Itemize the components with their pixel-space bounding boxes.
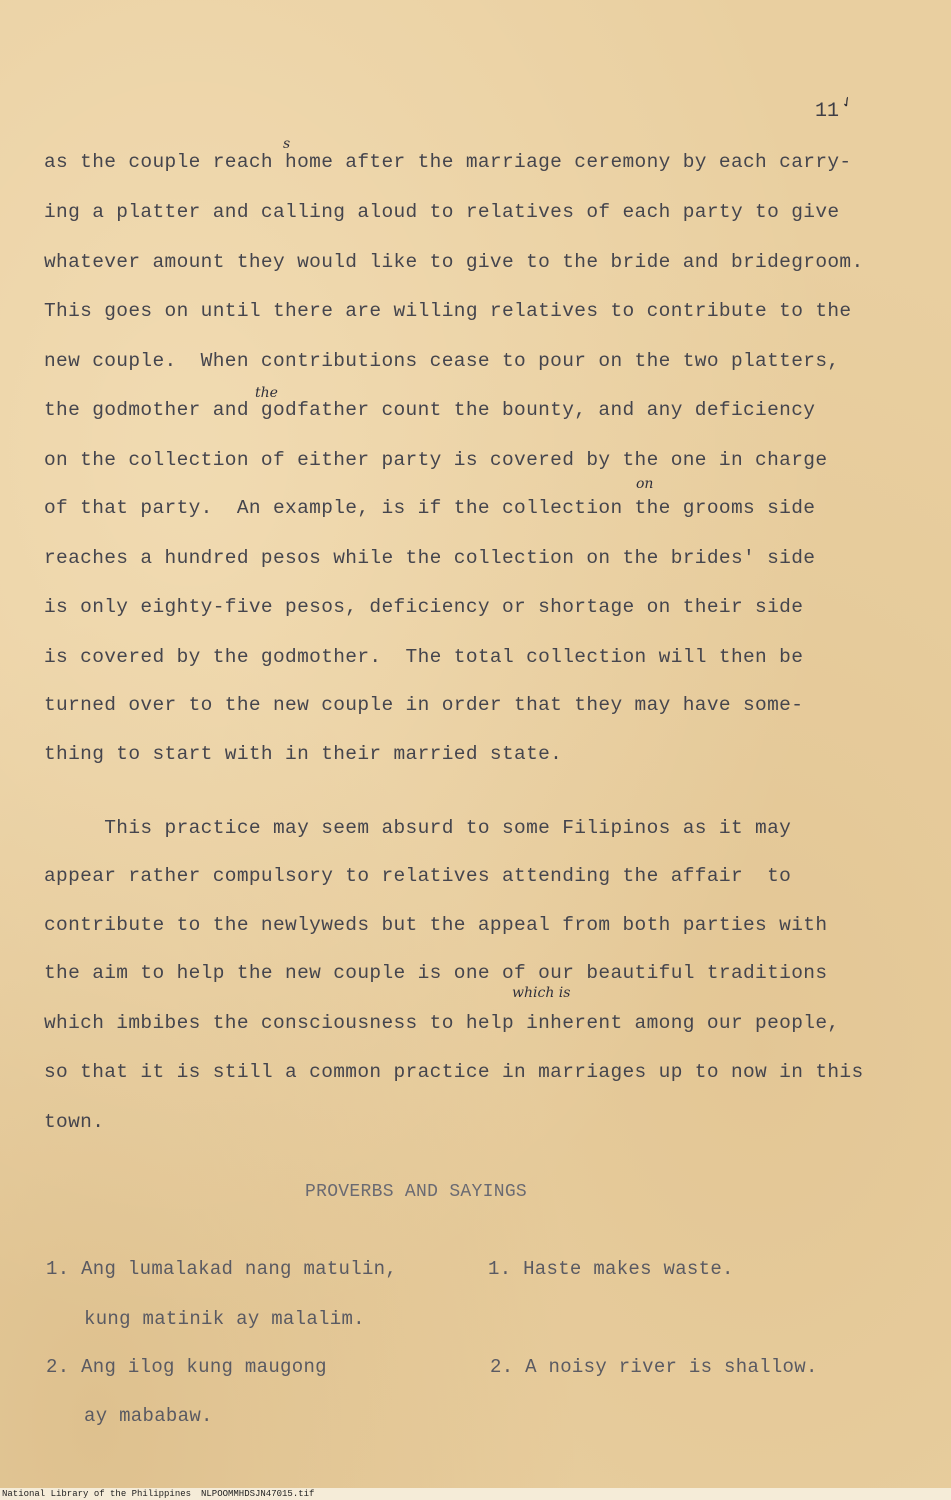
text-line: which imbibes the consciousness to help inherent among our people, bbox=[44, 1012, 840, 1034]
proverb-tagalog: kung matinik ay malalim. bbox=[84, 1308, 365, 1330]
proverb-english: 2. A noisy river is shallow. bbox=[490, 1356, 818, 1378]
proverb-tagalog: ay mababaw. bbox=[84, 1405, 213, 1427]
footer-library: National Library of the Philippines bbox=[2, 1489, 192, 1499]
text-line: so that it is still a common practice in marriages up to now in this bbox=[44, 1061, 864, 1083]
text-line: This goes on until there are willing relatives to contribute to the bbox=[44, 300, 852, 322]
handwritten-annotation: on bbox=[636, 476, 654, 492]
text-line: contribute to the newlyweds but the appeal from both parties with bbox=[44, 914, 828, 936]
text-line: thing to start with in their married state. bbox=[44, 743, 563, 765]
text-line: ing a platter and calling aloud to relatives of each party to give bbox=[44, 201, 840, 223]
text-line: the aim to help the new couple is one of our beautiful traditions bbox=[44, 962, 828, 984]
proverb-tagalog: 2. Ang ilog kung maugong bbox=[46, 1356, 327, 1378]
text-line: This practice may seem absurd to some Filipinos as it may bbox=[44, 817, 792, 839]
text-line: of that party. An example, is if the collection the grooms side bbox=[44, 497, 816, 519]
footer-filename: NLPOOMMHDSJN47015.tif bbox=[201, 1489, 315, 1499]
text-line: new couple. When contributions cease to pour on the two platters, bbox=[44, 350, 840, 372]
text-line: appear rather compulsory to relatives attending the affair to bbox=[44, 865, 792, 887]
text-line: the godmother and godfather count the bounty, and any deficiency bbox=[44, 399, 816, 421]
proverb-tagalog: 1. Ang lumalakad nang matulin, bbox=[46, 1258, 398, 1280]
text-line: as the couple reach home after the marriage ceremony by each carry- bbox=[44, 151, 852, 173]
text-line: whatever amount they would like to give to the bride and bridegroom. bbox=[44, 251, 864, 273]
text-line: turned over to the new couple in order that they may have some- bbox=[44, 694, 804, 716]
text-line: is only eighty-five pesos, deficiency or shortage on their side bbox=[44, 596, 804, 618]
text-line: is covered by the godmother. The total collection will then be bbox=[44, 646, 804, 668]
handwritten-annotation: s bbox=[283, 136, 291, 152]
section-heading: PROVERBS AND SAYINGS bbox=[305, 1182, 528, 1202]
proverb-english: 1. Haste makes waste. bbox=[488, 1258, 734, 1280]
text-line: reaches a hundred pesos while the collection on the brides' side bbox=[44, 547, 816, 569]
check-mark: ✓ bbox=[838, 92, 856, 114]
page-number: 11 bbox=[815, 100, 840, 123]
handwritten-annotation: which is bbox=[512, 985, 571, 1001]
text-line: on the collection of either party is covered by the one in charge bbox=[44, 449, 828, 471]
handwritten-annotation: the bbox=[255, 385, 278, 401]
text-line: town. bbox=[44, 1111, 105, 1133]
